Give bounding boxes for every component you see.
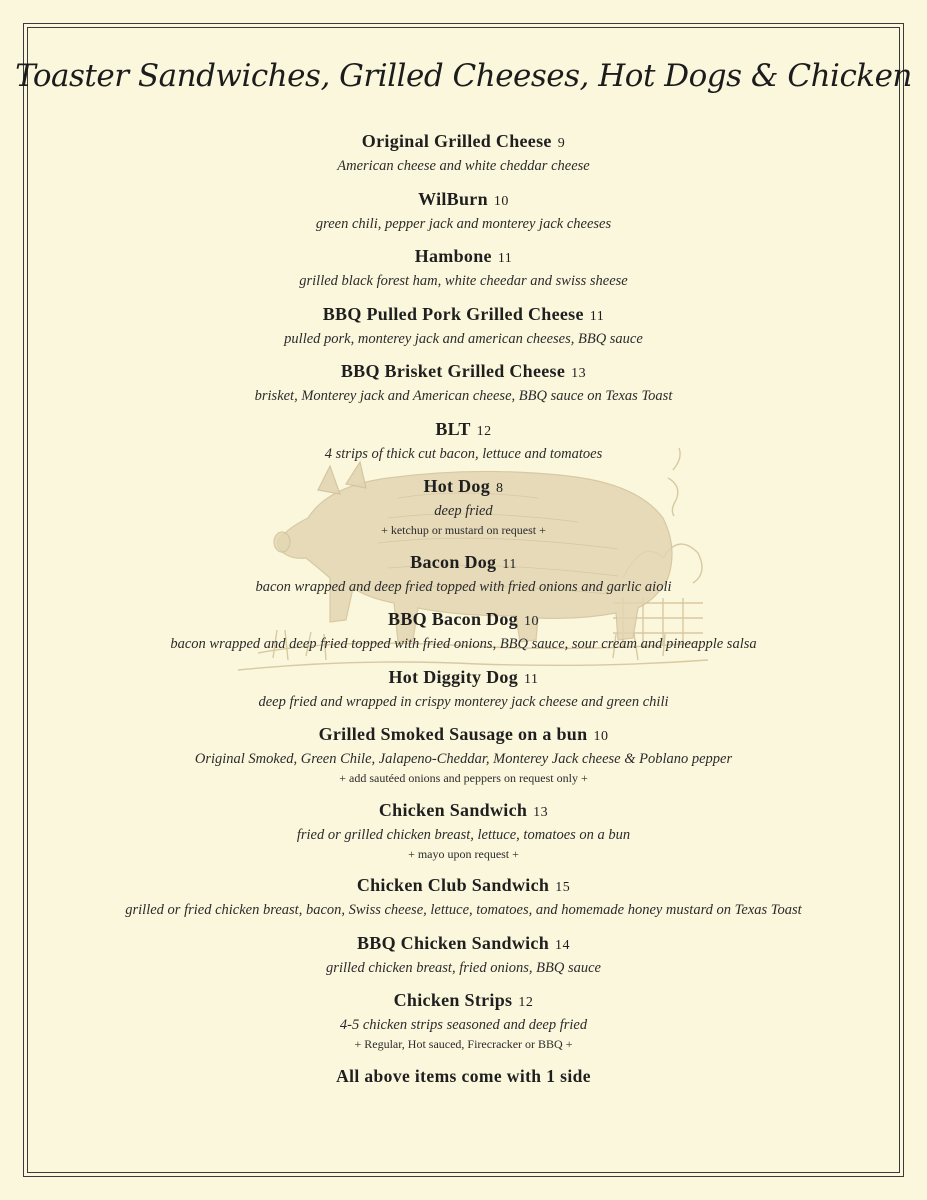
menu-item	[100, 187, 827, 234]
menu-item	[100, 665, 827, 712]
item-description: green chili, pepper jack and monterey jack cheeses	[315, 215, 612, 232]
item-name: Chicken Strips	[393, 990, 513, 1010]
menu-item	[100, 129, 827, 176]
item-price: 10	[493, 193, 509, 209]
item-name: Chicken Sandwich	[378, 799, 528, 820]
menu-item	[100, 474, 827, 539]
item-name: BBQ Bacon Dog	[388, 609, 518, 629]
item-price: 10	[523, 614, 539, 629]
item-description: brisket, Monterey jack and American cheese, BBQ sauce on Texas Toast	[254, 388, 673, 404]
sides-note: All above items come with 1 side	[336, 1065, 591, 1086]
item-name: BBQ Brisket Grilled Cheese	[340, 361, 566, 381]
item-name: Hot Diggity Dog	[388, 666, 518, 687]
menu-list	[100, 129, 827, 1088]
item-description: grilled chicken breast, fried onions, BBQ sauce	[326, 959, 601, 976]
item-name: Bacon Dog	[410, 551, 497, 572]
item-description: 4 strips of thick cut bacon, lettuce and tomatoes	[324, 445, 603, 462]
item-note: + add sautéed onions and peppers on request only +	[339, 771, 588, 785]
item-price: 13	[533, 804, 549, 820]
item-price: 12	[518, 995, 534, 1010]
menu-item	[100, 302, 827, 349]
item-name: Chicken Club Sandwich	[356, 875, 550, 895]
menu-item	[100, 244, 827, 291]
item-price: 11	[502, 556, 517, 572]
item-name: BBQ Chicken Sandwich	[356, 932, 550, 953]
item-note: + mayo upon request +	[408, 846, 519, 861]
item-description: 4-5 chicken strips seasoned and deep fried	[339, 1017, 588, 1033]
item-name: Hambone	[414, 246, 492, 266]
item-name: BBQ Pulled Pork Grilled Cheese	[322, 303, 584, 324]
item-name: WilBurn	[418, 188, 488, 209]
item-description: grilled or fried chicken breast, bacon, Swiss cheese, lettuce, tomatoes, and homemade honey mustard on Texas Toast	[125, 902, 802, 918]
menu-item	[100, 417, 827, 464]
item-description: bacon wrapped and deep fried topped with fried onions and garlic aioli	[255, 578, 672, 595]
item-note: + ketchup or mustard on request +	[381, 523, 546, 537]
item-name: BLT	[435, 418, 471, 439]
item-price: 12	[476, 423, 492, 439]
item-name: Grilled Smoked Sausage on a bun	[318, 724, 588, 744]
item-description: bacon wrapped and deep fried topped with fried onions, BBQ sauce, sour cream and pineapple salsa	[170, 636, 757, 652]
item-price: 8	[496, 481, 504, 496]
item-description: deep fried and wrapped in crispy monterey jack cheese and green chili	[258, 693, 669, 710]
item-description: pulled pork, monterey jack and american cheeses, BBQ sauce	[284, 330, 643, 347]
item-price: 14	[555, 937, 571, 953]
item-description: fried or grilled chicken breast, lettuce, tomatoes on a bun	[296, 826, 631, 843]
menu-item	[100, 798, 827, 863]
menu-item	[100, 988, 827, 1053]
menu-item	[100, 359, 827, 406]
item-price: 9	[557, 136, 566, 151]
item-price: 10	[593, 729, 609, 744]
item-price: 11	[524, 671, 539, 687]
menu-item	[100, 607, 827, 654]
item-note: + Regular, Hot sauced, Firecracker or BBQ +	[354, 1037, 573, 1051]
item-price: 15	[555, 880, 571, 895]
menu-title: Toaster Sandwiches, Grilled Cheeses, Hot Dogs & Chicken	[15, 58, 912, 94]
item-description: deep fried	[434, 503, 493, 519]
menu-item	[100, 722, 827, 787]
item-description: American cheese and white cheddar cheese	[337, 158, 590, 174]
menu-item	[100, 931, 827, 978]
menu-item	[100, 550, 827, 597]
item-name: Hot Dog	[423, 476, 491, 496]
item-name: Original Grilled Cheese	[361, 131, 552, 151]
menu-item	[100, 873, 827, 920]
item-description: Original Smoked, Green Chile, Jalapeno-Cheddar, Monterey Jack cheese & Poblano pepper	[194, 751, 733, 767]
item-price: 11	[589, 308, 605, 324]
item-description: grilled black forest ham, white cheedar and swiss sheese	[299, 273, 628, 289]
item-price: 13	[571, 366, 587, 381]
item-price: 11	[497, 251, 513, 266]
